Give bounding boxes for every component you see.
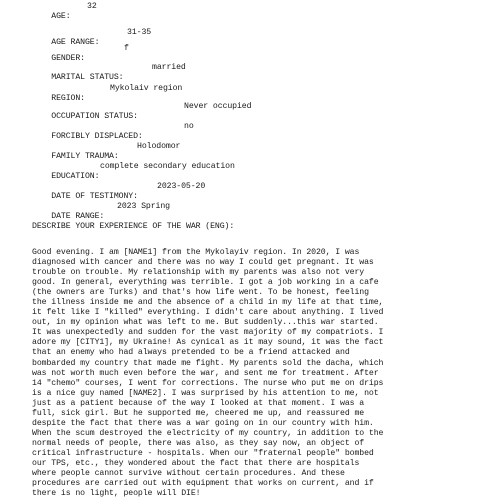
body-line: Good evening. I am [NAME1] from the Mykolayiv region. In 2020, I was (32, 248, 360, 257)
body-line: normal needs of people, there was also, as they say now, an object of (32, 438, 365, 448)
body-line: 14 "chemo" courses, I went for corrections. The nurse who put me on drips (32, 378, 384, 388)
field-value: married (152, 63, 186, 72)
body-line: that an enemy who had always pretended to be a friend attacked and (32, 348, 350, 358)
body-line: When the scum destroyed the electricity of my country, in addition to the (32, 428, 384, 438)
body-line: where people cannot survive without certain procedures. And these (32, 469, 345, 479)
body-line: there is no light, people will DIE! (32, 489, 201, 499)
testimony-document (32, 0, 492, 500)
body-line: It was unexpectedly and sudden for the vast majority of my compatriots. I (32, 328, 384, 338)
field-label: MARITAL STATUS: (51, 73, 124, 82)
field-label: FORCIBLY DISPLACED: (51, 132, 143, 141)
body-line: (the owners are Turks) and that's how life went. To be honest, feeling (32, 288, 369, 298)
body-line: our TPS, etc., they wondered about the fact that there are hospitals (32, 458, 360, 468)
field-value: 32 (87, 2, 97, 11)
body-line: just as a patient because of the way I looked at that moment. I was a (32, 398, 365, 408)
body-line: full, sick girl. But he supported me, cheered me up, and reassured me (32, 408, 365, 418)
body-line: was not worth much even before the war, and sent me for treatment. After (32, 368, 379, 378)
field-value: Holodomor (137, 142, 181, 151)
body-line: bombarded my country that made me fight. My parents sold the dacha, which (32, 358, 384, 368)
field-value: f (124, 44, 129, 53)
field-label: GENDER: (51, 54, 85, 63)
field-value: complete secondary education (100, 162, 235, 171)
field-label: DATE OF TESTIMONY: (51, 192, 138, 201)
field-label: FAMILY TRAUMA: (51, 152, 119, 161)
field-value: Mykolaiv region (110, 84, 183, 93)
field-label: AGE: (51, 12, 71, 21)
field-label: DATE RANGE: (51, 212, 105, 221)
field-label: AGE RANGE: (51, 38, 100, 47)
field-label: REGION: (51, 94, 85, 103)
body-line: despite the fact that there was a war going on in our country with him. (32, 418, 374, 428)
body-line: trouble on trouble. My relationship with my parents was also not very (32, 268, 365, 278)
field-value: 31-35 (127, 28, 152, 37)
body-line: critical infrastructure - hospitals. When our "fraternal people" bombed (32, 448, 374, 458)
body-line: is a nice guy named [NAME2]. I was surprised by his attention to me, not (32, 388, 379, 398)
body-line: it felt like I "killed" everything. I didn't care about anything. I lived (32, 308, 384, 318)
body-line: diagnosed with cancer and there was no way I could get pregnant. It was (32, 258, 374, 268)
body-line: good. In general, everything was terrible. I got a job working in a cafe (32, 278, 379, 288)
body-line: adore my [CITY1], my Ukraine! As cynical as it may sound, it was the fact (32, 338, 384, 348)
body-line: the illness inside me and the absence of a child in my life at that time, (32, 298, 384, 308)
field-label: OCCUPATION STATUS: (51, 112, 138, 121)
field-value: 2023-05-20 (157, 182, 206, 191)
field-value: Never occupied (184, 102, 252, 111)
field-label: EDUCATION: (51, 172, 100, 181)
body-line: procedures are carried out with equipment that works on current, and if (32, 479, 374, 489)
body-line: out, in my opinion what was left to me. But suddenly...this war started. (32, 318, 379, 328)
field-value: no (184, 122, 194, 131)
section-heading: DESCRIBE YOUR EXPERIENCE OF THE WAR (ENG): (32, 222, 235, 231)
field-value: 2023 Spring (117, 202, 170, 211)
testimony-body (32, 248, 494, 499)
